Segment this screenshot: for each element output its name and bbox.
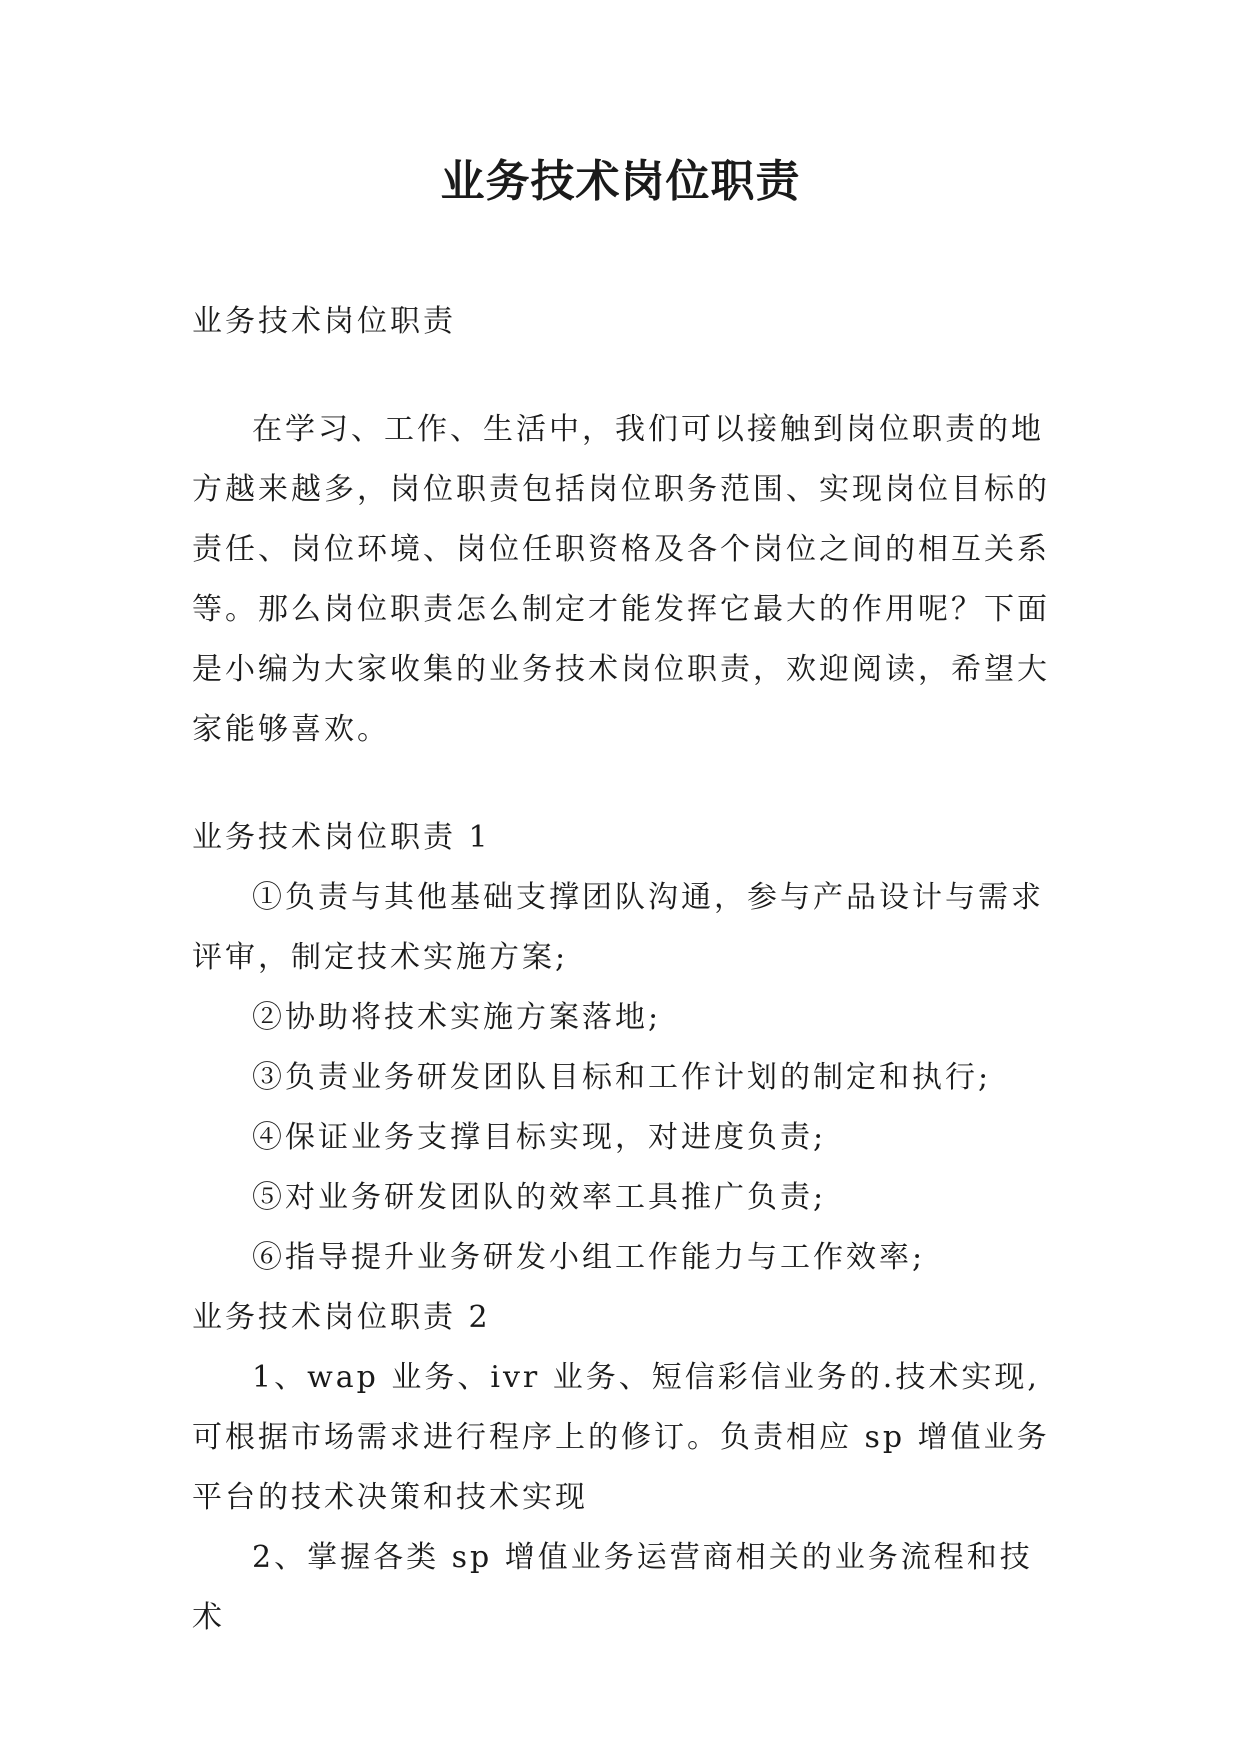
list-item: ⑥指导提升业务研发小组工作能力与工作效率; <box>252 1240 926 1275</box>
spacer <box>192 760 1052 808</box>
list-item: ①负责与其他基础支撑团队沟通，参与产品设计与需求评审，制定技术实施方案; <box>192 880 1044 975</box>
list-item: ⑤对业务研发团队的效率工具推广负责; <box>252 1180 827 1215</box>
list-item: 1、wap 业务、ivr 业务、短信彩信业务的.技术实现,可根据市场需求进行程序上的修订。负责相应 sp 增值业务平台的技术决策和技术实现 <box>192 1360 1050 1515</box>
intro-paragraph: 在学习、工作、生活中，我们可以接触到岗位职责的地方越来越多，岗位职责包括岗位职务范围、实现岗位目标的责任、岗位环境、岗位任职资格及各个岗位之间的相互关系等。那么岗位职责怎么制定才能发挥它最大的作用呢？下面是小编为大家收集的业务技术岗位职责，欢迎阅读，希望大家能够喜欢。 <box>192 412 1050 747</box>
document-subtitle: 业务技术岗位职责 <box>192 304 456 339</box>
document-title: 业务技术岗位职责 <box>440 156 801 207</box>
list-item: ③负责业务研发团队目标和工作计划的制定和执行; <box>252 1060 992 1095</box>
list-item: ④保证业务支撑目标实现，对进度负责; <box>252 1120 827 1155</box>
document-body <box>192 292 1052 1648</box>
section-heading: 业务技术岗位职责 2 <box>192 1300 491 1335</box>
spacer <box>192 352 1052 400</box>
list-item: 2、掌握各类 sp 增值业务运营商相关的业务流程和技术 <box>192 1540 1033 1635</box>
list-item: ②协助将技术实施方案落地; <box>252 1000 662 1035</box>
section-heading: 业务技术岗位职责 1 <box>192 820 491 855</box>
